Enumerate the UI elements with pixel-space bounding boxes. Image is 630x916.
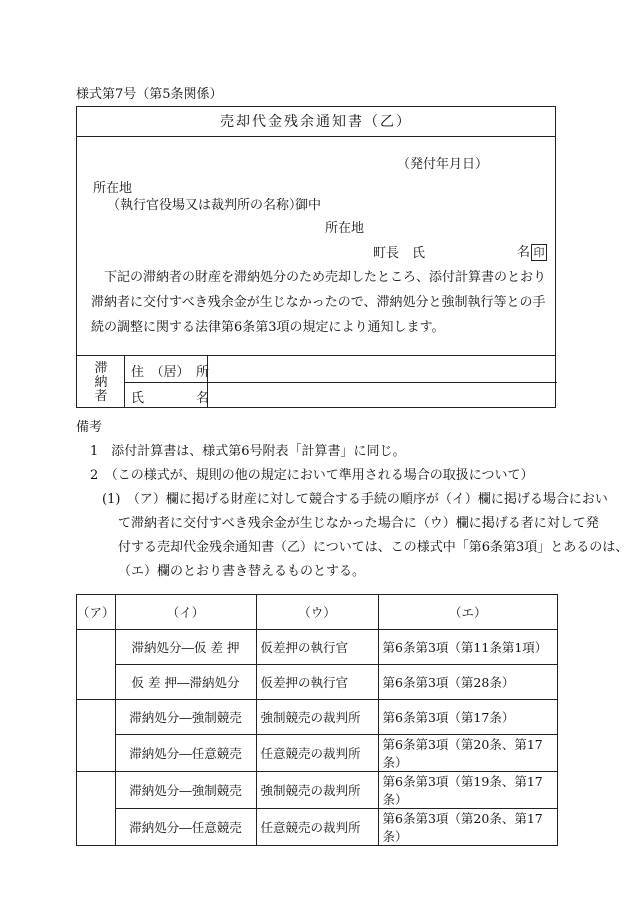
recipient-location-label: 所在地: [93, 181, 133, 196]
delinquent-label-cell: [77, 356, 125, 408]
table-cell: 滞納処分―強制競売: [115, 700, 256, 735]
name-label: 氏 名: [131, 391, 210, 406]
address-label: 住 （居） 所: [131, 365, 210, 380]
table-cell: 第6条第3項（第17条）: [378, 700, 557, 735]
recipient-name-label: （執行官役場又は裁判所の名称）: [107, 198, 303, 213]
sender-location-label: 所在地: [325, 221, 365, 236]
delinquent-label: 滞納者: [94, 361, 108, 404]
remark-item-2-1-line3: 付する売却代金残余通知書（乙）については、この様式中「第6条第3項」とあるのは、: [118, 540, 629, 555]
table-row: [77, 630, 558, 665]
table-group-cell: [77, 630, 116, 700]
body-text: 下記の滞納者の財産を滞納処分のため売却したところ、添付計算書のとおり滞納者に交付すべき残余金が生じなかったので、滞納処分と強制執行等との手続の調整に関する法律第6条第3項の規定により通知します。: [91, 270, 547, 335]
table-row: [77, 665, 558, 700]
name-label-cell: [125, 382, 208, 408]
table-cell: 第6条第3項（第20条、第17条）: [378, 809, 557, 846]
remark-item-2-1-line2: て滞納者に交付すべき残余金が生じなかった場合に（ウ）欄に掲げる者に対して発: [118, 516, 599, 531]
issue-date: （発付年月日）: [397, 157, 489, 172]
table-group-cell: [77, 700, 116, 772]
delinquent-table: [77, 355, 555, 408]
table-cell: 強制競売の裁判所: [256, 700, 378, 735]
table-cell: 滞納処分―任意競売: [115, 735, 256, 772]
form-number: 様式第7号（第5条関係）: [76, 87, 223, 102]
remark-item-1: 1 添付計算書は、様式第6号附表「計算書」に同じ。: [90, 444, 406, 459]
sender-name-label: 名: [517, 245, 531, 260]
table-cell: 第6条第3項（第19条、第17条）: [378, 772, 557, 809]
recipient-honorific: 御中: [295, 198, 322, 213]
table-cell: 仮差押の執行官: [256, 665, 378, 700]
table-row: [77, 809, 558, 846]
table-row: [77, 700, 558, 735]
table-header-cell: （イ）: [115, 595, 256, 630]
table-cell: 第6条第3項（第20条、第17条）: [378, 735, 557, 772]
table-row: [77, 772, 558, 809]
table-header-row: [77, 595, 558, 630]
table-header-cell: （ウ）: [256, 595, 378, 630]
table-cell: 第6条第3項（第11条第1項）: [378, 630, 557, 665]
table-cell: 第6条第3項（第28条）: [378, 665, 557, 700]
address-label-cell: [125, 356, 208, 382]
remarks-heading: 備考: [76, 420, 103, 435]
table-header-cell: （ア）: [77, 595, 116, 630]
table-row: [77, 735, 558, 772]
table-cell: 任意競売の裁判所: [256, 735, 378, 772]
sender-name-seal: [517, 241, 547, 261]
table-header-cell: （エ）: [378, 595, 557, 630]
table-cell: 任意競売の裁判所: [256, 809, 378, 846]
table-cell: 強制競売の裁判所: [256, 772, 378, 809]
sender-mayor-label: 町長 氏: [373, 246, 426, 261]
table-cell: 仮差押の執行官: [256, 630, 378, 665]
seal-mark: 印: [531, 244, 547, 261]
document-title: 売却代金残余通知書（乙）: [77, 107, 555, 137]
remark-item-2-1-line1: (1) （ア）欄に掲げる財産に対して競合する手続の順序が（イ）欄に掲げる場合におい: [102, 492, 608, 507]
table-cell: 滞納処分―任意競売: [115, 809, 256, 846]
remark-item-2-1-line4: （エ）欄のとおり書き替えるものとする。: [118, 564, 366, 579]
table-group-cell: [77, 772, 116, 846]
notice-form: [76, 106, 556, 408]
table-cell: 仮 差 押―滞納処分: [115, 665, 256, 700]
table-cell: 滞納処分―強制競売: [115, 772, 256, 809]
remark-item-2: 2 （この様式が、規則の他の規定において準用される場合の取扱について）: [90, 468, 534, 483]
substitution-table: [76, 594, 558, 846]
table-cell: 滞納処分―仮 差 押: [115, 630, 256, 665]
